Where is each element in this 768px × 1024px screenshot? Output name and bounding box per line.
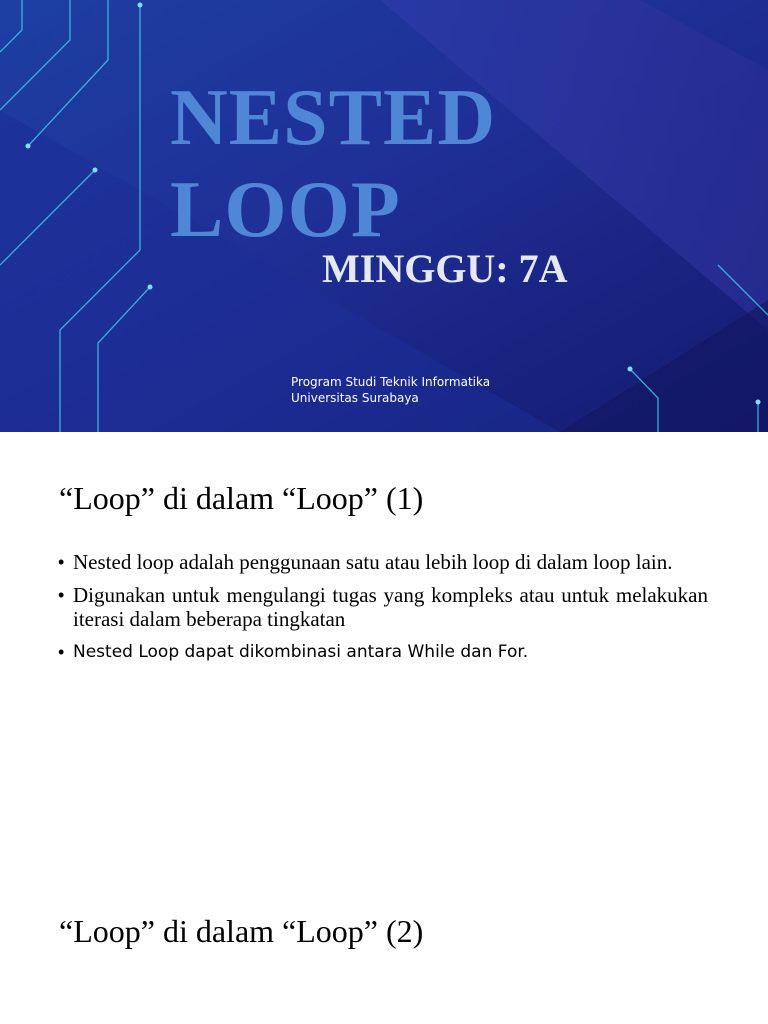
bullet-item bbox=[58, 550, 708, 574]
bullet-item bbox=[58, 583, 708, 631]
bullet-text: Nested loop adalah penggunaan satu atau lebih loop di dalam loop lain. bbox=[73, 550, 673, 574]
university-name: Universitas Surabaya bbox=[291, 391, 419, 405]
content-slide-1 bbox=[0, 432, 768, 864]
program-info bbox=[291, 374, 490, 406]
presentation-title bbox=[170, 72, 496, 256]
bullet-icon: • bbox=[58, 552, 65, 572]
title-line-2: LOOP bbox=[170, 166, 401, 254]
title-line-1: NESTED bbox=[170, 74, 497, 162]
title-slide bbox=[0, 0, 768, 432]
slide-1-heading: “Loop” di dalam “Loop” (1) bbox=[59, 480, 424, 516]
program-name: Program Studi Teknik Informatika bbox=[291, 375, 491, 389]
bullet-list bbox=[58, 550, 708, 673]
bullet-item bbox=[58, 640, 708, 664]
week-label: MINGGU: 7A bbox=[322, 246, 568, 291]
content-slide-2 bbox=[0, 864, 768, 1024]
bullet-icon: • bbox=[58, 585, 65, 605]
slide-2-heading: “Loop” di dalam “Loop” (2) bbox=[59, 913, 424, 949]
bullet-text: Nested Loop dapat dikombinasi antara While dan For. bbox=[73, 642, 529, 662]
bullet-text: Digunakan untuk mengulangi tugas yang kompleks atau untuk melakukan iterasi dalam beberapa tingkatan bbox=[73, 583, 708, 631]
bullet-icon: • bbox=[58, 642, 65, 662]
